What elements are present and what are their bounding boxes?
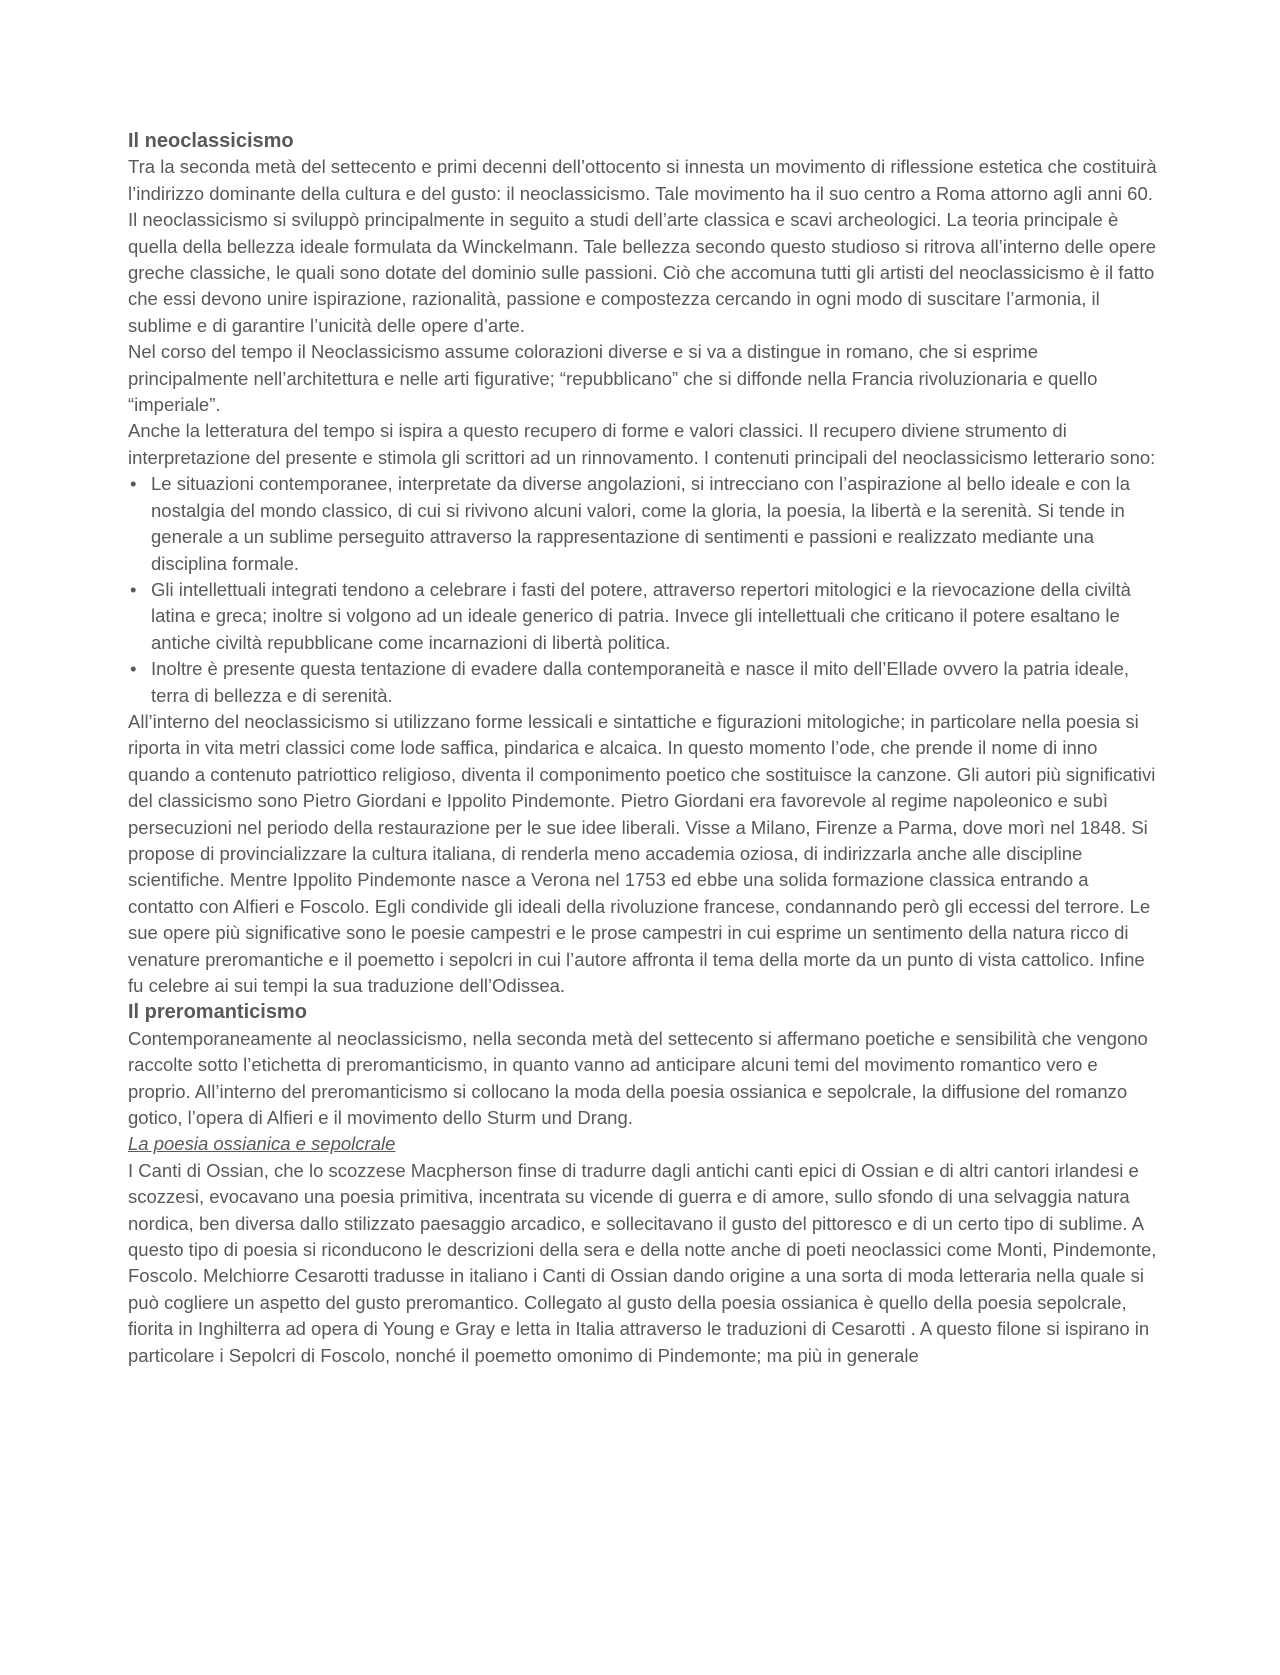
document-page <box>128 128 1158 1369</box>
section-title-preromanticismo: Il preromanticismo <box>128 1001 307 1024</box>
paragraph-poesia-ossianica: I Canti di Ossian, che lo scozzese Macpherson finse di tradurre dagli antichi canti epici di Ossian e di altri cantori irlandesi e scozzesi, evocavano una poesia primitiva, incentrata su vicende di guerra e di amore, sullo sfondo di una selvaggia natura nordica, ben diversa dallo stilizzato paesaggio arcadico, e sollecitavano il gusto del pittoresco e di un certo tipo di sublime. A questo tipo di poesia si riconducono le descrizioni della sera e della notte anche di poeti neoclassici come Monti, Pindemonte, Foscolo. Melchiorre Cesarotti tradusse in italiano i Canti di Ossian dando origine a una sorta di moda letteraria nella quale si può cogliere un aspetto del gusto preromantico. Collegato al gusto della poesia ossianica è quello della poesia sepolcrale, fiorita in Inghilterra ad opera di Young e Gray e letta in Italia attraverso le traduzioni di Cesarotti . A questo filone si ispirano in particolare i Sepolcri di Foscolo, nonché il poemetto omonimo di Pindemonte; ma più in generale <box>128 1159 1157 1366</box>
paragraph-neoclassicismo-autori: All’interno del neoclassicismo si utilizzano forme lessicali e sintattiche e figurazioni mitologiche; in particolare nella poesia si riporta in vita metri classici come lode saffica, pindarica e alcaica. In questo momento l’ode, che prende il nome di inno quando a contenuto patriottico religioso, diventa il componimento poetico che sostituisce la canzone. Gli autori più significativi del classicismo sono Pietro Giordani e Ippolito Pindemonte. Pietro Giordani era favorevole al regime napoleonico e subì persecuzioni nel periodo della restaurazione per le sue idee liberali. Visse a Milano, Firenze a Parma, dove morì nel 1848. Si propose di provincializzare la cultura italiana, di renderla meno accademia oziosa, di indirizzarla anche alle discipline scientifiche. Mentre Ippolito Pindemonte nasce a Verona nel 1753 ed ebbe una solida formazione classica entrando a contatto con Alfieri e Foscolo. Egli condivide gli ideali della rivoluzione francese, condannando però gli eccessi del terrore. Le sue opere più significative sono le poesie campestri e le prose campestri in cui esprime un sentimento della natura ricco di venature preromantiche e il poemetto i sepolcri in cui l’autore affronta il tema della morte da un punto di vista cattolico. Infine fu celebre ai sui tempi la sua traduzione dell’Odissea. <box>128 710 1156 996</box>
section-title-neoclassicismo: Il neoclassicismo <box>128 130 294 152</box>
paragraph-preromanticismo-intro: Contemporaneamente al neoclassicismo, nella seconda metà del settecento si affermano poetiche e sensibilità che vengono raccolte sotto l’etichetta di preromanticismo, in quanto vanno ad anticipare alcuni temi del movimento romantico vero e proprio. All’interno del preromanticismo si collocano la moda della poesia ossianica e sepolcrale, la diffusione del romanzo gotico, l’opera di Alfieri e il movimento dello Sturm und Drang. <box>128 1027 1148 1129</box>
paragraph-neoclassicismo-colorazioni: Nel corso del tempo il Neoclassicismo assume colorazioni diverse e si va a distingue in romano, che si esprime principalmente nell’architettura e nelle arti figurative; “repubblicano” che si diffonde nella Francia rivoluzionaria e quello “imperiale”. <box>128 341 1098 416</box>
bullet-item: • Inoltre è presente questa tentazione di evadere dalla contemporaneità e nasce il mito dell’Ellade ovvero la patria ideale, terra di bellezza e di serenità. <box>128 656 1158 709</box>
bullet-item: • Le situazioni contemporanee, interpretate da diverse angolazioni, si intrecciano con l’aspirazione al bello ideale e con la nostalgia del mondo classico, di cui si rivivono alcuni valori, come la gloria, la poesia, la libertà e la serenità. Si tende in generale a un sublime perseguito attraverso la rappresentazione di sentimenti e passioni e realizzato mediante una disciplina formale. <box>128 471 1158 577</box>
contenuti-bullet-list <box>128 471 1158 709</box>
bullet-item: • Gli intellettuali integrati tendono a celebrare i fasti del potere, attraverso repertori mitologici e la rievocazione della civiltà latina e greca; inoltre si volgono ad un ideale generico di patria. Invece gli intellettuali che criticano il potere esaltano le antiche civiltà repubblicane come incarnazioni di libertà politica. <box>128 577 1158 656</box>
paragraph-neoclassicismo-letteratura: Anche la letteratura del tempo si ispira a questo recupero di forme e valori classici. Il recupero diviene strumento di interpretazione del presente e stimola gli scrittori ad un rinnovamento. I contenuti principali del neoclassicismo letterario sono: <box>128 420 1156 468</box>
subheading-poesia-ossianica: La poesia ossianica e sepolcrale <box>128 1133 396 1155</box>
paragraph-neoclassicismo-intro: Tra la seconda metà del settecento e primi decenni dell’ottocento si innesta un movimento di riflessione estetica che costituirà l’indirizzo dominante della cultura e del gusto: il neoclassicismo. Tale movimento ha il suo centro a Roma attorno agli anni 60. Il neoclassicismo si sviluppò principalmente in seguito a studi dell’arte classica e scavi archeologici. La teoria principale è quella della bellezza ideale formulata da Winckelmann. Tale bellezza secondo questo studioso si ritrova all’interno delle opere greche classiche, le quali sono dotate del dominio sulle passioni. Ciò che accomuna tutti gli artisti del neoclassicismo è il fatto che essi devono unire ispirazione, razionalità, passione e compostezza cercando in ogni modo di suscitare l’armonia, il sublime e di garantire l’unicità delle opere d’arte. <box>128 156 1157 336</box>
